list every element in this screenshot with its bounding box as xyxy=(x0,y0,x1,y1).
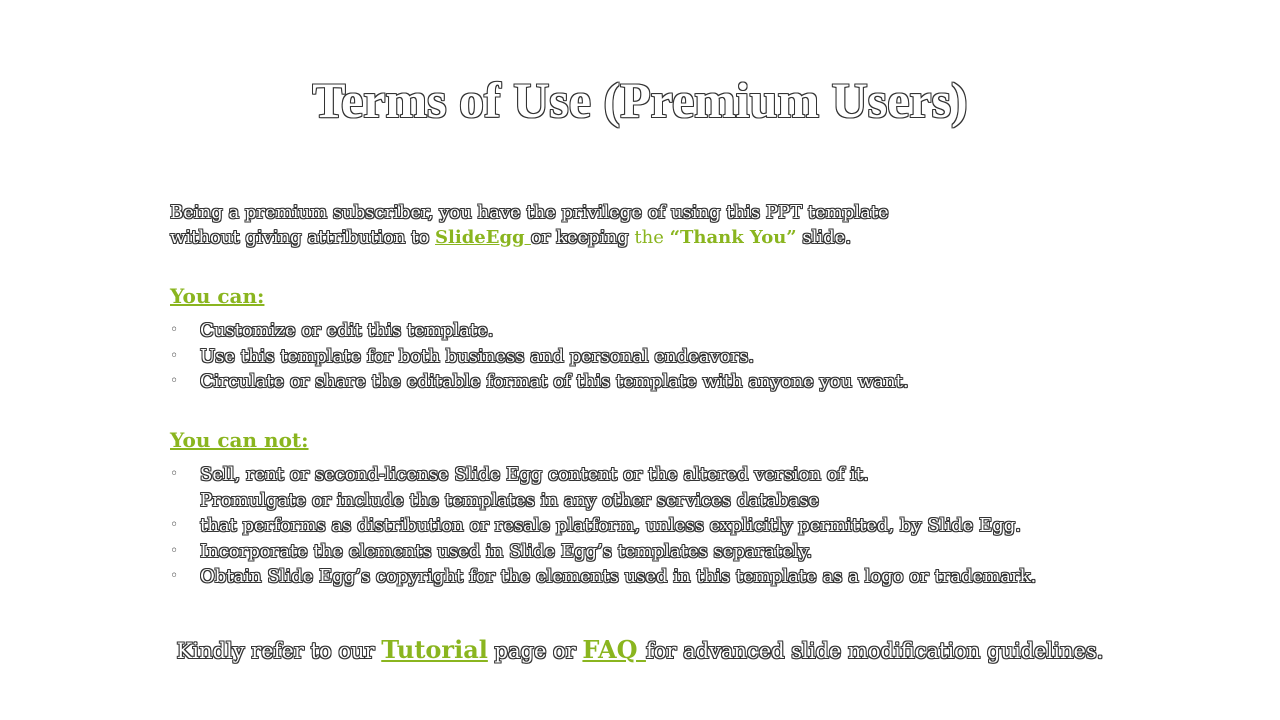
list-item: ◦ that performs as distribution or resale platform, unless explicitly permitted, by Slide Egg. xyxy=(170,513,1130,539)
bullet-icon: ◦ xyxy=(170,466,179,482)
list-item: ◦ Customize or edit this template. xyxy=(170,318,1130,344)
page-title: Terms of Use (Premium Users) xyxy=(312,72,968,128)
list-item: ◦ Incorporate the elements used in Slide Egg’s templates separately. xyxy=(170,539,1130,565)
intro-line-1: Being a premium subscriber, you have the privilege of using this PPT template xyxy=(170,202,889,223)
you-can-not-list xyxy=(170,462,1130,590)
intro-line-2-end: slide. xyxy=(796,227,852,248)
footer-text-end: for advanced slide modification guidelines. xyxy=(645,639,1104,663)
you-can-heading: You can: xyxy=(170,284,265,308)
bullet-icon: ◦ xyxy=(170,517,179,533)
footer-note xyxy=(0,634,1280,667)
bullet-icon: ◦ xyxy=(170,347,179,364)
footer-text-middle: page or xyxy=(487,639,583,663)
footer-text-start: Kindly refer to our xyxy=(176,639,382,663)
list-item: ◦ Sell, rent or second-license Slide Egg content or the altered version of it. xyxy=(170,462,1130,488)
you-can-not-heading: You can not: xyxy=(170,428,309,452)
intro-line-2-middle: or keeping xyxy=(530,227,635,248)
list-item: ◦ Use this template for both business and personal endeavors. xyxy=(170,344,1130,370)
tutorial-link[interactable]: Tutorial xyxy=(381,635,488,664)
thank-you-text: “Thank You” xyxy=(669,227,797,248)
bullet-icon: ◦ xyxy=(170,568,179,584)
faq-link[interactable]: FAQ xyxy=(582,635,646,664)
bullet-icon: ◦ xyxy=(170,322,179,338)
slideegg-link[interactable]: SlideEgg xyxy=(435,227,531,248)
intro-line-2-start: without giving attribution to xyxy=(170,227,436,248)
bullet-icon: ◦ xyxy=(170,542,179,559)
intro-the-word: the xyxy=(634,227,670,248)
list-item: Promulgate or include the templates in any other services database xyxy=(200,489,820,511)
list-item: ◦ Circulate or share the editable format of this template with anyone you want. xyxy=(170,369,1130,395)
intro-paragraph xyxy=(170,200,1070,250)
list-item: ◦ Obtain Slide Egg’s copyright for the elements used in this template as a logo or trademark. xyxy=(170,564,1130,590)
bullet-icon: ◦ xyxy=(170,373,179,389)
you-can-list xyxy=(170,318,1130,395)
